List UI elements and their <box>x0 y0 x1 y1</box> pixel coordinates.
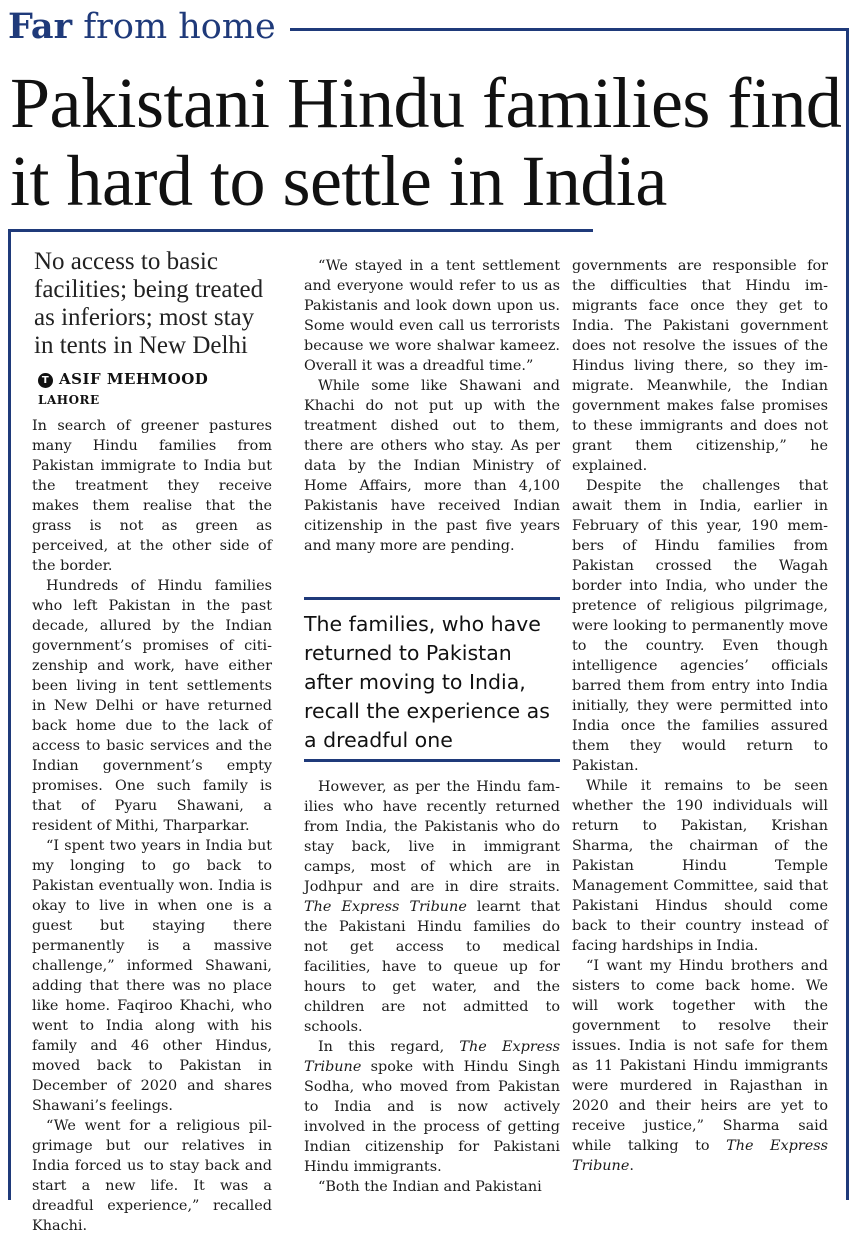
paragraph: “We stayed in a tent settlement and everyone would refer to us as Pakistanis and look down upon us. Some would even call us terrorists because we wore shalwar kameez. Overall it was a dreadful time.” <box>304 258 560 374</box>
pull-quote: The families, who have returned to Pakistan after moving to India, recall the experience as a dreadful one <box>304 612 550 752</box>
author-name: ASIF MEHMOOD <box>59 370 209 388</box>
paragraph: Despite the challenges that await them in India, earlier in February of this year, 190 members of Hindu families from Pakistan crossed the Wagah border into India, who under the pretence of religious pilgrimage, were looking to permanently move to the country. Even though intelligence agencies’ officials barred them from entry into India initially, they were permitted into India once the families assured them they would return to Pakistan. <box>572 478 828 774</box>
deck: No access to basic facilities; being treated as inferiors; most stay in tents in New Delhi <box>34 248 264 359</box>
left-vertical-rule <box>8 229 11 1200</box>
headline: Pakistani Hindu families find it hard to settle in India <box>10 63 842 221</box>
paragraph: governments are responsible for the difficulties that Hindu immigrants face once they get to India. The Pakistani government does not resolve the issues of the Hindus living there, so they immigrate. Meanwhile, the Indian government makes false promises to these immigrants and does not grant them citizenship,” he explained. <box>572 258 828 474</box>
byline <box>38 370 208 388</box>
paragraph: However, as per the Hindu families who have recently returned from India, the Pakistanis who do stay back, live in immigrant camps, most of which are in Jodhpur and are in dire straits. The Express Tribune learnt that the Pakistani Hindu families do not get access to medical facilities, have to queue up for hours to get water, and the children are not admitted to schools. <box>304 779 560 1035</box>
column-1 <box>32 416 272 1236</box>
section-rule <box>8 229 593 232</box>
paragraph: Hundreds of Hindu families who left Pakistan in the past decade, allured by the Indian government’s promises of citizenship and work, have either been living in tent settlements in New Delhi or have returned back home due to the lack of access to basic services and the Indian government’s empty promises. One such family is that of Pyaru Shawani, a resident of Mithi, Tharparkar. <box>32 578 272 834</box>
paragraph: In this regard, The Express Tribune spoke with Hindu Singh Sodha, who moved from Pakistan to India and is now actively involved in the process of getting Indian citizenship for Pakistani Hindu immigrants. <box>304 1039 560 1175</box>
pull-quote-bottom-rule <box>304 759 560 762</box>
paragraph: While some like Shawani and Khachi do not put up with the treatment dished out to them, there are others who stay. As per data by the Indian Ministry of Home Affairs, more than 4,100 Pakistanis have received Indian citizenship in the past five years and many more are pending. <box>304 378 560 554</box>
column-3 <box>572 256 828 1176</box>
publication-logo-icon: T <box>38 373 53 388</box>
pull-quote-top-rule <box>304 597 560 600</box>
paragraph: “I spent two years in India but my longing to go back to Pakistan eventually won. India is okay to live in when one is a guest but staying there permanently is a massive challenge,” informed Shawani, adding that there was no place like home. Faqiroo Khachi, who went to India along with his family and 46 other Hindus, moved back to Pakistan in December of 2020 and shares Shawani’s feelings. <box>32 838 272 1114</box>
paragraph: “Both the Indian and Pakistani <box>318 1179 542 1195</box>
column-2-top <box>304 256 560 556</box>
column-2-bottom <box>304 777 560 1197</box>
paragraph: “We went for a religious pilgrimage but our relatives in India forced us to stay back and start a new life. It was a dreadful experience,” recalled Khachi. <box>32 1118 272 1234</box>
section-kicker: Far from home <box>8 6 276 47</box>
paragraph: In search of greener pastures many Hindu families from Pakistan immigrate to India but the treatment they receive makes them realise that the grass is not as green as perceived, at the other side of the border. <box>32 418 272 574</box>
paragraph: “I want my Hindu brothers and sisters to come back home. We will work together with the government to resolve their issues. India is not safe for them as 11 Pakistani Hindu immigrants were murdered in Rajasthan in 2020 and their heirs are yet to receive justice,” Sharma said while talking to The Express Tribune. <box>572 958 828 1174</box>
top-rule <box>290 28 848 31</box>
dateline: LAHORE <box>38 393 100 407</box>
paragraph: While it remains to be seen whether the 190 individuals will return to Pakistan, Krishan Sharma, the chairman of the Pakistan Hindu Temple Management Committee, said that Pakistani Hindus should come back to their country instead of facing hardships in India. <box>572 778 828 954</box>
